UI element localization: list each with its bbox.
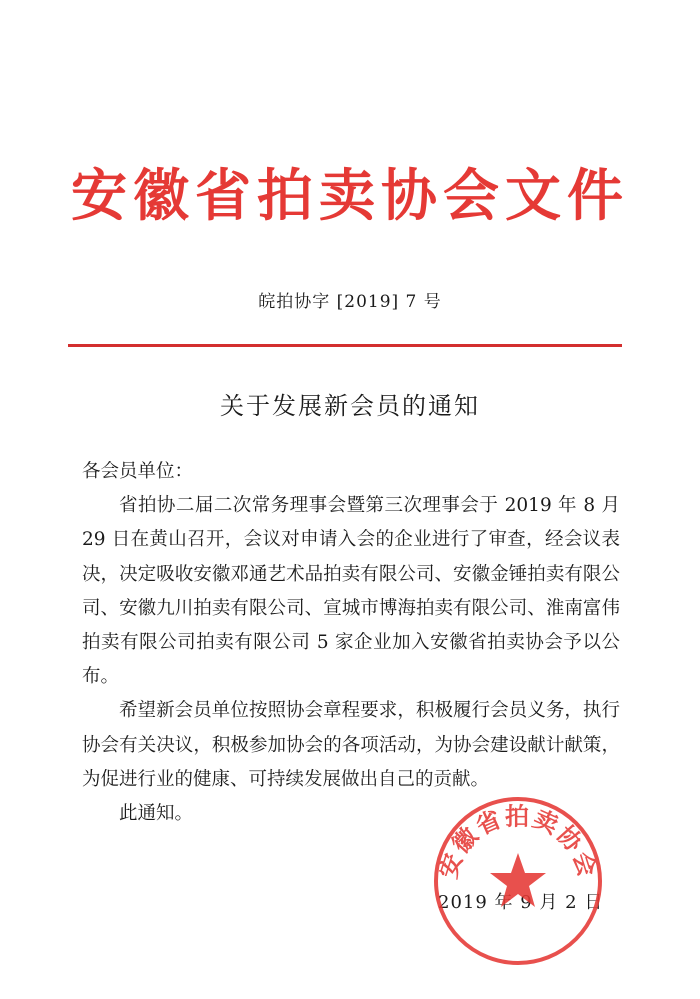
- document-number: 皖拍协字 [2019] 7 号: [258, 292, 442, 312]
- paragraph-3: 此通知。: [119, 803, 194, 825]
- document-header-title: 安徽省拍卖协会文件: [71, 163, 629, 229]
- notice-body: [82, 455, 620, 831]
- notice-title: 关于发展新会员的通知: [220, 392, 480, 420]
- seal-text-path: 安徽省拍卖协会: [434, 802, 602, 882]
- official-seal: [432, 795, 604, 967]
- paragraph-1: 省拍协二届二次常务理事会暨第三次理事会于 2019 年 8 月 29 日在黄山召开，会议对申请入会的企业进行了审查，经会议表决，决定吸收安徽邓通艺术品拍卖有限公司、安徽金锤拍卖有限公司、安徽九川拍卖有限公司、宣城市博海拍卖有限公司、淮南富伟拍卖有限公司拍卖有限公司 5 家企业加入安徽省拍卖协会予以公布。: [82, 495, 620, 688]
- paragraph-2: 希望新会员单位按照协会章程要求，积极履行会员义务，执行协会有关决议，积极参加协会的各项活动，为协会建设献计献策，为促进行业的健康、可持续发展做出自己的贡献。: [82, 700, 620, 790]
- star-icon: [490, 853, 546, 907]
- header-divider: [68, 344, 622, 347]
- salutation: 各会员单位：: [82, 461, 194, 482]
- issue-date: 2019 年 9 月 2 日: [438, 892, 604, 913]
